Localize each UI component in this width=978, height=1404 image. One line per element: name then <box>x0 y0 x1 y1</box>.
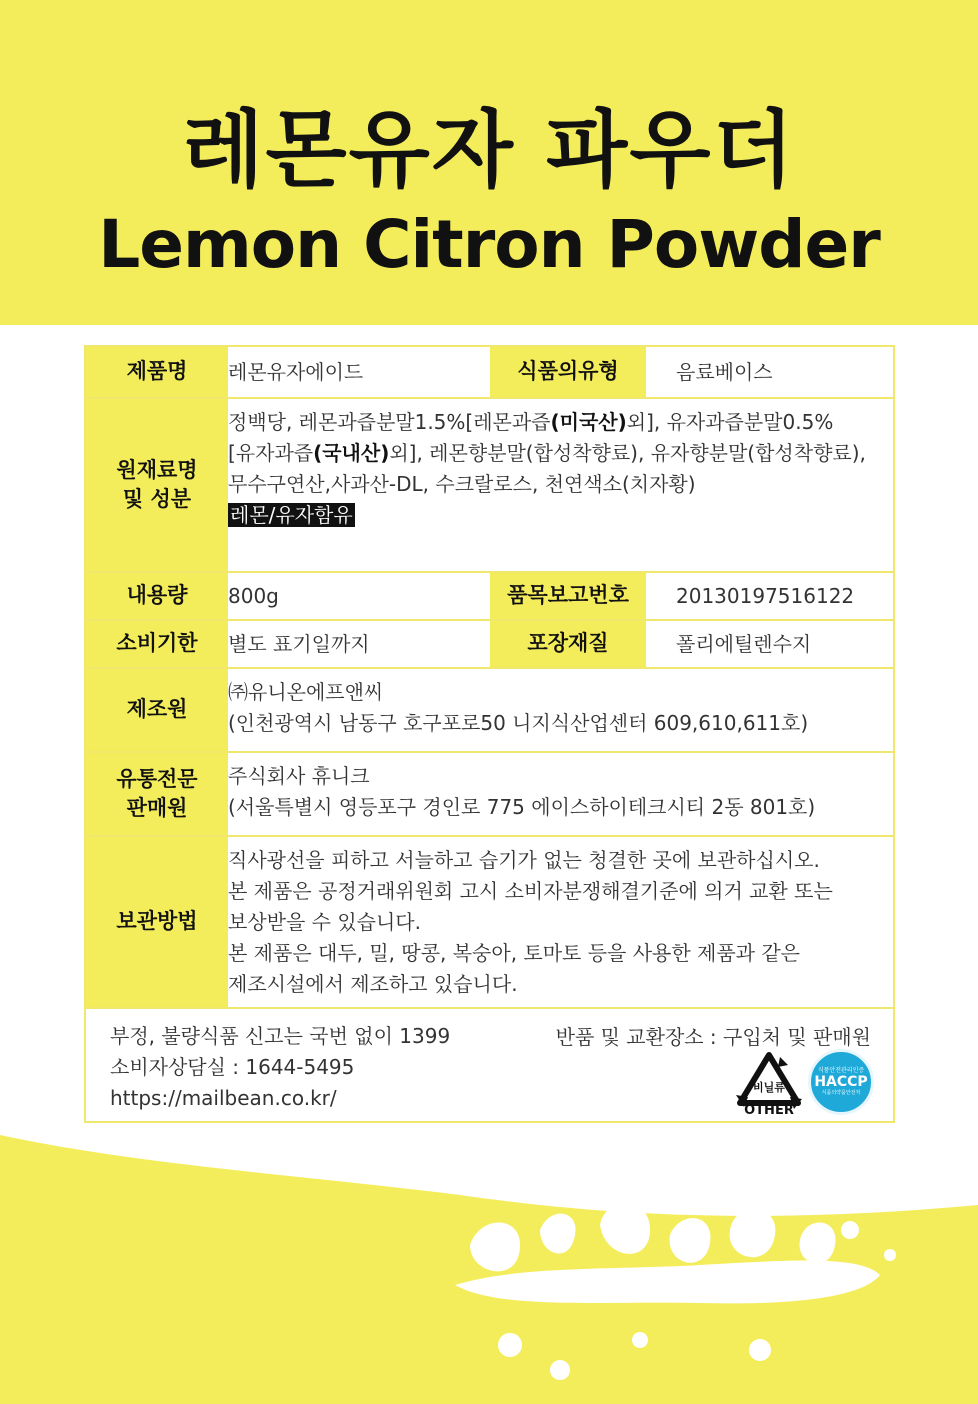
manufacturer-value: ㈜유니온에프앤씨 (인천광역시 남동구 호구포로50 니지식산업센터 609,610,611호) <box>228 680 809 735</box>
haccp-badge: 식품안전관리인증 HACCP 식품의약품안전처 <box>808 1049 874 1115</box>
recycle-other-label: OTHER <box>744 1103 794 1118</box>
ingredients-value: 정백당, 레몬과즙분말1.5%[레몬과즙(미국산)외], 유자과즙분말0.5% [유자과즙(국내산)외], 레몬향분말(합성착향료), 유자향분말(합성착향료), 무수구연산,사과산-DL, 수크랄로스, 천연색소(치자황) 레몬/유자함유 <box>228 410 866 527</box>
recycle-vinyl-icon <box>734 1051 804 1121</box>
packaging-label: 포장재질 <box>490 621 646 667</box>
website-url: https://mailbean.co.kr/ <box>110 1086 337 1110</box>
return-line: 반품 및 교환장소 : 구입처 및 판매원 <box>555 1025 871 1049</box>
expiry-value: 별도 표기일까지 <box>228 631 370 656</box>
product-title-english: Lemon Citron Powder <box>98 206 880 283</box>
product-info-table <box>84 345 895 1123</box>
report-no-label: 품목보고번호 <box>490 573 646 619</box>
consult-line: 소비자상담실 : 1644-5495 <box>110 1055 355 1079</box>
header-banner <box>0 0 978 325</box>
svg-text:비닐류: 비닐류 <box>753 1081 785 1094</box>
product-title-korean: 레몬유자 파우더 <box>182 101 796 199</box>
bottom-splash-decoration <box>0 1135 978 1404</box>
food-type-value: 음료베이스 <box>676 359 773 384</box>
product-name-value: 레몬유자에이드 <box>228 359 364 384</box>
content-value: 800g <box>228 583 279 608</box>
distributor-label: 유통전문 판매원 <box>86 753 228 835</box>
food-type-label: 식품의유형 <box>490 347 646 397</box>
manufacturer-label: 제조원 <box>86 669 228 751</box>
report-line: 부정, 불량식품 신고는 국번 없이 1399 <box>110 1024 451 1048</box>
allergen-badge: 레몬/유자함유 <box>230 503 353 527</box>
storage-value: 직사광선을 피하고 서늘하고 습기가 없는 청결한 곳에 보관하십시오. 본 제품은 공정거래위원회 고시 소비자분쟁해결기준에 의거 교환 또는 보상받을 수 있습니다. 본 제품은 대두, 밀, 땅콩, 복숭아, 토마토 등을 사용한 제품과 같은 제조시설에서 제조하고 있습니다. <box>228 848 833 996</box>
product-name-label: 제품명 <box>86 347 228 397</box>
footer-info <box>110 1021 450 1114</box>
ingredients-label: 원재료명 및 성분 <box>86 399 228 571</box>
storage-label: 보관방법 <box>86 837 228 1007</box>
distributor-value: 주식회사 휴니크 (서울특별시 영등포구 경인로 775 에이스하이테크시티 2동 801호) <box>228 764 816 819</box>
expiry-label: 소비기한 <box>86 621 228 667</box>
content-label: 내용량 <box>86 573 228 619</box>
packaging-value: 폴리에틸렌수지 <box>676 631 812 656</box>
report-no-value: 20130197516122 <box>676 583 855 608</box>
